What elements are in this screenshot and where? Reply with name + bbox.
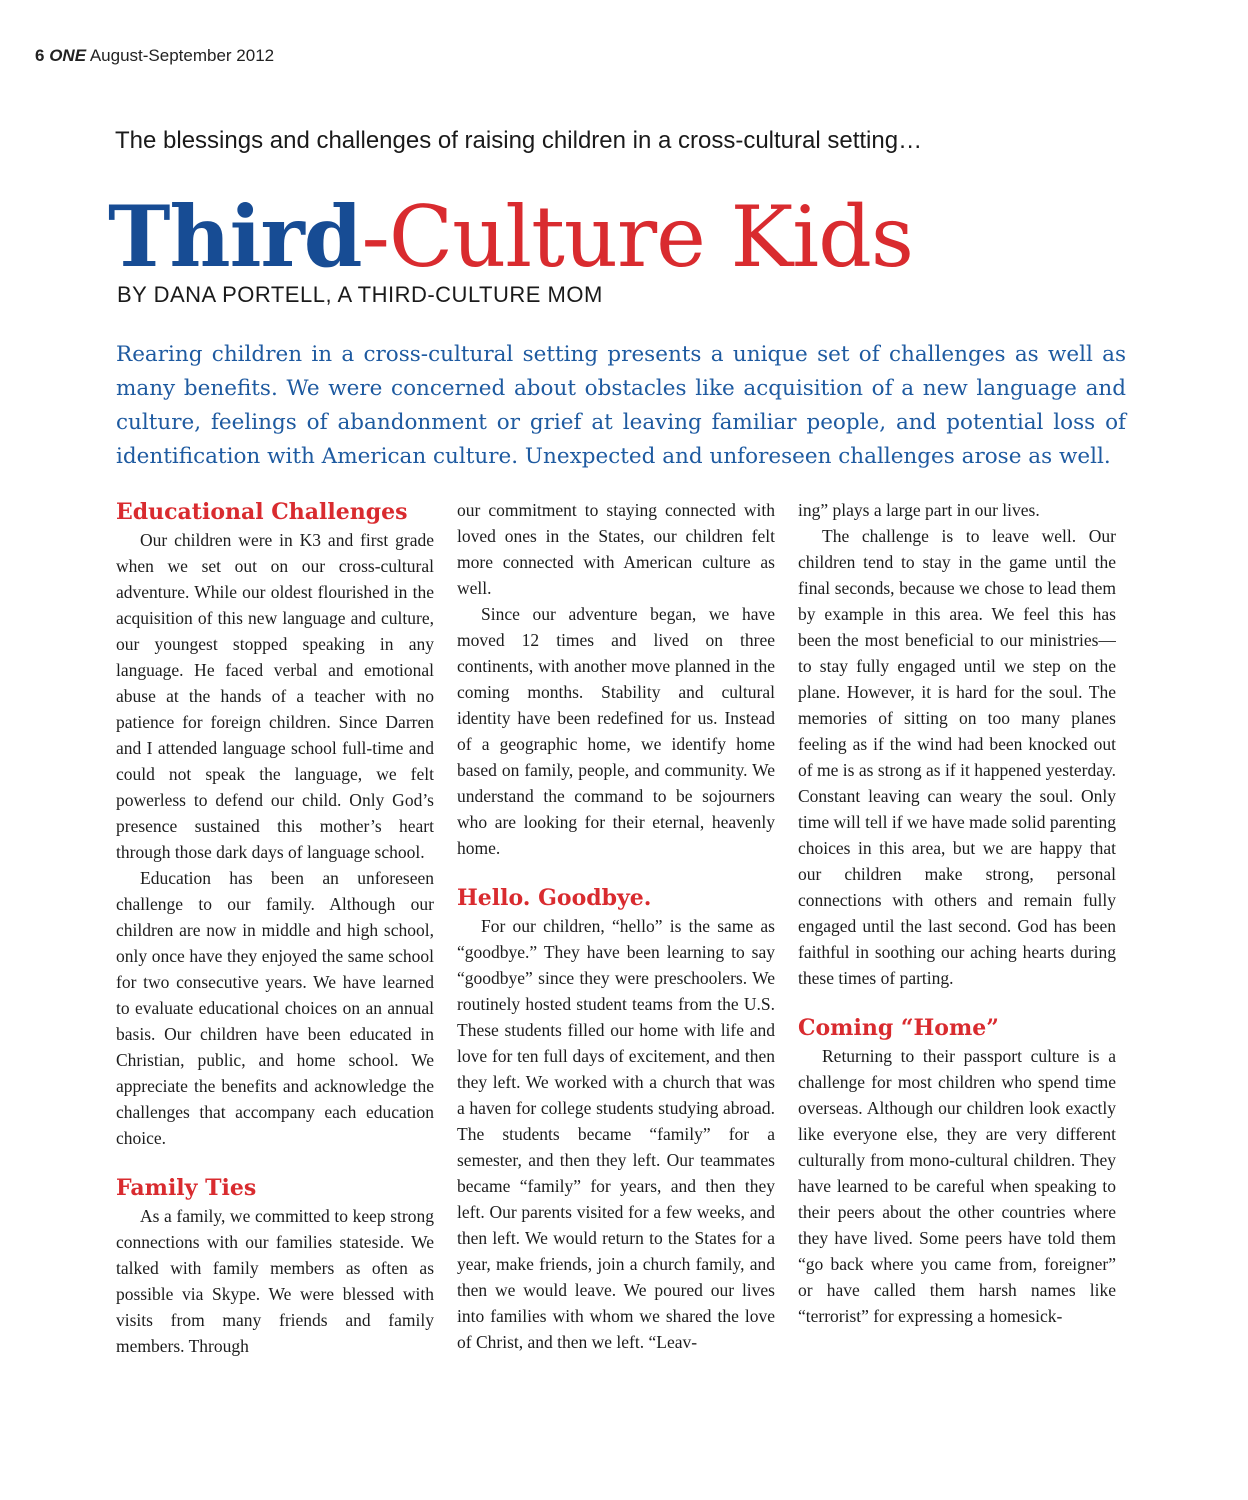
title-third: Third [108,187,362,286]
article-title [108,182,913,292]
paragraph: The challenge is to leave well. Our children tend to stay in the game until the final seconds, because we chose to lead them by example in this area. We feel this has been the most beneficial to our ministries—to stay fully engaged until we step on the plane. However, it is hard for the soul. The memories of sitting on too many planes feeling as if the wind had been knocked out of me is as strong as if it happened yesterday. Constant leaving can weary the soul. Only time will tell if we have made solid parenting choices in this area, but we are happy that our children make strong, personal connections with others and remain fully engaged until the last second. God has been faithful in soothing our aching hearts during these times of parting. [798,526,1116,988]
column-2 [457,497,775,1417]
paragraph: As a family, we committed to keep strong connections with our families stateside. We talked with family members as often as possible via Skype. We were blessed with visits from many friends and family members. Through [116,1206,434,1356]
paragraph: ing” plays a large part in our lives. [798,500,1040,520]
article-byline: BY DANA PORTELL, A THIRD-CULTURE MOM [117,282,603,307]
paragraph: our commitment to staying connected with loved ones in the States, our children felt more connected with American culture as well. [457,500,775,598]
article-kicker: The blessings and challenges of raising children in a cross-cultural setting… [115,127,923,154]
heading-educational-challenges: Educational Challenges [116,499,408,525]
article-intro: Rearing children in a cross-cultural setting presents a unique set of challenges as well as many benefits. We were concerned about obstacles like acquisition of a new language and culture, feelings of abandonment or grief at leaving familiar people, and potential loss of identification with American culture. Unexpected and unforeseen challenges arose as well. [116,342,1126,469]
heading-family-ties: Family Ties [116,1175,257,1201]
magazine-name: ONE [49,46,87,65]
paragraph: For our children, “hello” is the same as “goodbye.” They have been learning to say “goodbye” since they were preschoolers. We routinely hosted student teams from the U.S. These students filled our home with life and love for ten full days of excitement, and then they left. We worked with a church that was a haven for college students studying abroad. The students became “family” for a semester, and then they left. Our teammates became “family” for years, and then they left. Our parents visited for a few weeks, and then left. We would return to the States for a year, make friends, join a church family, and then we would leave. We poured our lives into families with whom we shared the love of Christ, and then we left. “Leav- [457,916,775,1352]
paragraph: Returning to their passport culture is a challenge for most children who spend time overseas. Although our children look exactly like everyone else, they are very different culturally from mono-cultural children. They have learned to be careful when speaking to their peers about the other countries where they have lived. Some peers have told them “go back where you came from, foreigner” or have called them harsh names like “terrorist” for expressing a homesick- [798,1046,1116,1326]
paragraph: Since our adventure began, we have moved 12 times and lived on three continents, with another move planned in the coming months. Stability and cultural identity have been redefined for us. Instead of a geographic home, we identify home based on family, people, and community. We understand the command to be sojourners who are looking for their eternal, heavenly home. [457,604,775,858]
page-number: 6 [35,46,45,65]
paragraph: Our children were in K3 and first grade when we set out on our cross-cultural adventure. While our oldest flourished in the acquisition of this new language and culture, our youngest stopped speaking in any language. He faced verbal and emotional abuse at the hands of a teacher with no patience for foreign children. Since Darren and I attended language school full-time and could not speak the language, we felt powerless to defend our child. Only God’s presence sustained this mother’s heart through those dark days of language school. [116,530,434,862]
column-1 [116,497,434,1417]
page-folio [35,46,274,66]
heading-coming-home: Coming “Home” [798,1015,999,1041]
title-culture-kids: -Culture Kids [361,188,914,286]
paragraph: Education has been an unforeseen challenge to our family. Although our children are now in middle and high school, only once have they enjoyed the same school for two consecutive years. We have learned to evaluate educational choices on an annual basis. Our children have been educated in Christian, public, and home school. We appreciate the benefits and acknowledge the challenges that accompany each education choice. [116,868,434,1148]
column-3 [798,497,1116,1417]
heading-hello-goodbye: Hello. Goodbye. [457,885,652,911]
issue-date: August-September 2012 [89,46,275,65]
